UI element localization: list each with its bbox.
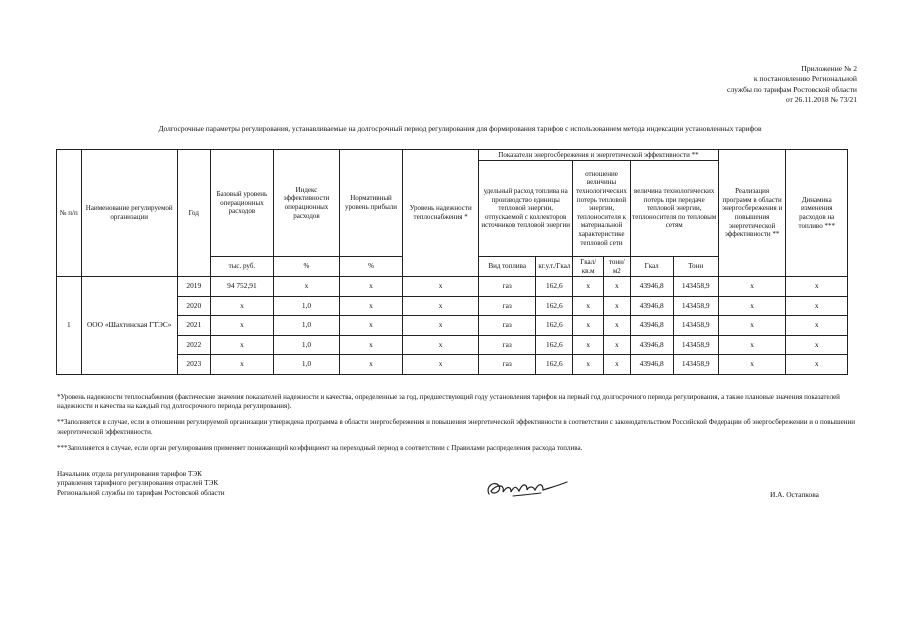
cell-fuel: газ — [479, 316, 536, 336]
org-num: 1 — [57, 277, 82, 375]
cell-fuel-rate: 162,6 — [536, 355, 573, 375]
cell-profit: х — [339, 296, 403, 316]
cell-loss-2: х — [604, 335, 631, 355]
cell-dynamics: х — [786, 296, 848, 316]
cell-program: х — [718, 335, 786, 355]
cell-index: х — [274, 277, 340, 297]
org-name: ООО «Шахтинская ГТЭС» — [81, 277, 177, 375]
cell-year: 2019 — [177, 277, 210, 297]
cell-fuel: газ — [479, 355, 536, 375]
cell-program: х — [718, 277, 786, 297]
cell-loss-1: х — [573, 316, 604, 336]
cell-reliability: х — [403, 355, 479, 375]
cell-profit: х — [339, 277, 403, 297]
cell-profit: х — [339, 335, 403, 355]
header-base: Базовый уровень операционных расходов — [210, 150, 274, 257]
cell-dynamics: х — [786, 355, 848, 375]
cell-gcal: 43946,8 — [630, 316, 673, 336]
signatory-position — [57, 470, 225, 498]
cell-loss-1: х — [573, 296, 604, 316]
cell-year: 2020 — [177, 296, 210, 316]
cell-fuel: газ — [479, 277, 536, 297]
cell-program: х — [718, 296, 786, 316]
cell-dynamics: х — [786, 335, 848, 355]
cell-tonn: 143458,9 — [673, 277, 718, 297]
appendix-line: к постановлению Региональной — [753, 74, 857, 84]
cell-tonn: 143458,9 — [673, 355, 718, 375]
unit-index: % — [274, 257, 340, 277]
cell-program: х — [718, 355, 786, 375]
table-row — [57, 277, 848, 297]
header-profit: Нормативный уровень прибыли — [339, 150, 403, 257]
cell-index: 1,0 — [274, 316, 340, 336]
signatory-line: управления тарифного регулирования отраслей ТЭК — [57, 479, 219, 488]
signatory-line: Начальник отдела регулирования тарифов ТЭК — [57, 470, 202, 478]
header-loss-ratio: отношение величины технологических потерь тепловой энергии, теплоносителя к материальной характеристике тепловой сети — [573, 161, 630, 257]
header-index: Индекс эффективности операционных расходов — [274, 150, 340, 257]
cell-fuel: газ — [479, 296, 536, 316]
header-num: № п/п — [57, 150, 82, 277]
cell-fuel-rate: 162,6 — [536, 296, 573, 316]
cell-tonn: 143458,9 — [673, 335, 718, 355]
cell-loss-1: х — [573, 355, 604, 375]
header-fuel-rate: удельный расход топлива на производство единицы тепловой энергии, отпускаемой с коллекторов источников тепловой энергии — [479, 161, 573, 257]
cell-gcal: 43946,8 — [630, 335, 673, 355]
cell-year: 2023 — [177, 355, 210, 375]
header-losses: величина технологических потерь при передаче тепловой энергии, теплоносителя по тепловым сетям — [630, 161, 718, 257]
signatory-name: И.А. Остапкова — [770, 490, 819, 499]
header-year: Год — [177, 150, 210, 277]
unit-base: тыс. руб. — [210, 257, 274, 277]
cell-base: х — [210, 355, 274, 375]
cell-loss-2: х — [604, 355, 631, 375]
cell-gcal: 43946,8 — [630, 355, 673, 375]
cell-gcal: 43946,8 — [630, 296, 673, 316]
cell-index: 1,0 — [274, 355, 340, 375]
cell-index: 1,0 — [274, 296, 340, 316]
cell-fuel-rate: 162,6 — [536, 335, 573, 355]
unit-loss-1: Гкал/ кв.м — [573, 257, 604, 277]
cell-dynamics: х — [786, 316, 848, 336]
footnote-program: **Заполняется в случае, если в отношении регулируемой организации утверждена программа в области энергосбережения и повышения энергетической эффективности в соответствии с законодательством Российской Федерации об энергосбережении и о повышении энергетической эффективности. — [57, 418, 855, 436]
parameters-table — [56, 149, 848, 375]
cell-fuel: газ — [479, 335, 536, 355]
cell-loss-1: х — [573, 335, 604, 355]
document-title: Долгосрочные параметры регулирования, устанавливаемые на долгосрочный период регулирования для формирования тарифов с использованием метода индексации установленных тарифов — [158, 124, 762, 133]
cell-base: х — [210, 316, 274, 336]
unit-gcal: Гкал — [630, 257, 673, 277]
header-program: Реализация программ в области энергосбережения и повышения энергетической эффективности ** — [718, 150, 786, 277]
cell-tonn: 143458,9 — [673, 296, 718, 316]
cell-dynamics: х — [786, 277, 848, 297]
cell-gcal: 43946,8 — [630, 277, 673, 297]
cell-loss-2: х — [604, 296, 631, 316]
appendix-line: Приложение № 2 — [801, 64, 857, 73]
cell-index: 1,0 — [274, 335, 340, 355]
cell-reliability: х — [403, 277, 479, 297]
cell-loss-2: х — [604, 316, 631, 336]
appendix-header — [727, 64, 857, 106]
unit-loss-2: тонн/м2 — [604, 257, 631, 277]
header-energy-group: Показатели энергосбережения и энергетической эффективности ** — [479, 150, 719, 161]
header-org: Наименование регулируемой организации — [81, 150, 177, 277]
cell-reliability: х — [403, 296, 479, 316]
signatory-line: Региональной службы по тарифам Ростовской области — [57, 488, 225, 497]
cell-loss-1: х — [573, 277, 604, 297]
footnote-reliability: *Уровень надежности теплоснабжения (фактические значения показателей надежности и качества, определенные за год, предшествующий году установления тарифов на первый год долгосрочного периода регулирования, а также плановые значения показателей надежности и качества на каждый год долгосрочного периода регулирования). — [57, 393, 840, 411]
cell-year: 2021 — [177, 316, 210, 336]
cell-reliability: х — [403, 335, 479, 355]
cell-profit: х — [339, 355, 403, 375]
cell-program: х — [718, 316, 786, 336]
cell-base: х — [210, 335, 274, 355]
unit-fuel: кг.у.т./Гкал — [536, 257, 573, 277]
cell-loss-2: х — [604, 277, 631, 297]
appendix-line: службы по тарифам Ростовской области — [726, 84, 857, 94]
cell-tonn: 143458,9 — [673, 316, 718, 336]
cell-reliability: х — [403, 316, 479, 336]
unit-tonn: Тонн — [673, 257, 718, 277]
cell-fuel-rate: 162,6 — [536, 277, 573, 297]
cell-base: 94 752,91 — [210, 277, 274, 297]
footnote-fuel: ***Заполняется в случае, если орган регулирования применяет понижающий коэффициент на переходный период в соответствии с Правилами распределения расхода топлива. — [57, 443, 583, 452]
cell-year: 2022 — [177, 335, 210, 355]
unit-profit: % — [339, 257, 403, 277]
cell-profit: х — [339, 316, 403, 336]
cell-base: х — [210, 296, 274, 316]
unit-fuel-type: Вид топлива — [479, 257, 536, 277]
appendix-line: от 26.11.2018 № 73/21 — [785, 95, 857, 105]
cell-fuel-rate: 162,6 — [536, 316, 573, 336]
header-dynamics: Динамика изменения расходов на топливо *** — [786, 150, 848, 277]
footnotes — [57, 393, 857, 460]
handwritten-signature — [483, 474, 573, 504]
header-reliability: Уровень надежности теплоснабжения * — [403, 150, 479, 277]
